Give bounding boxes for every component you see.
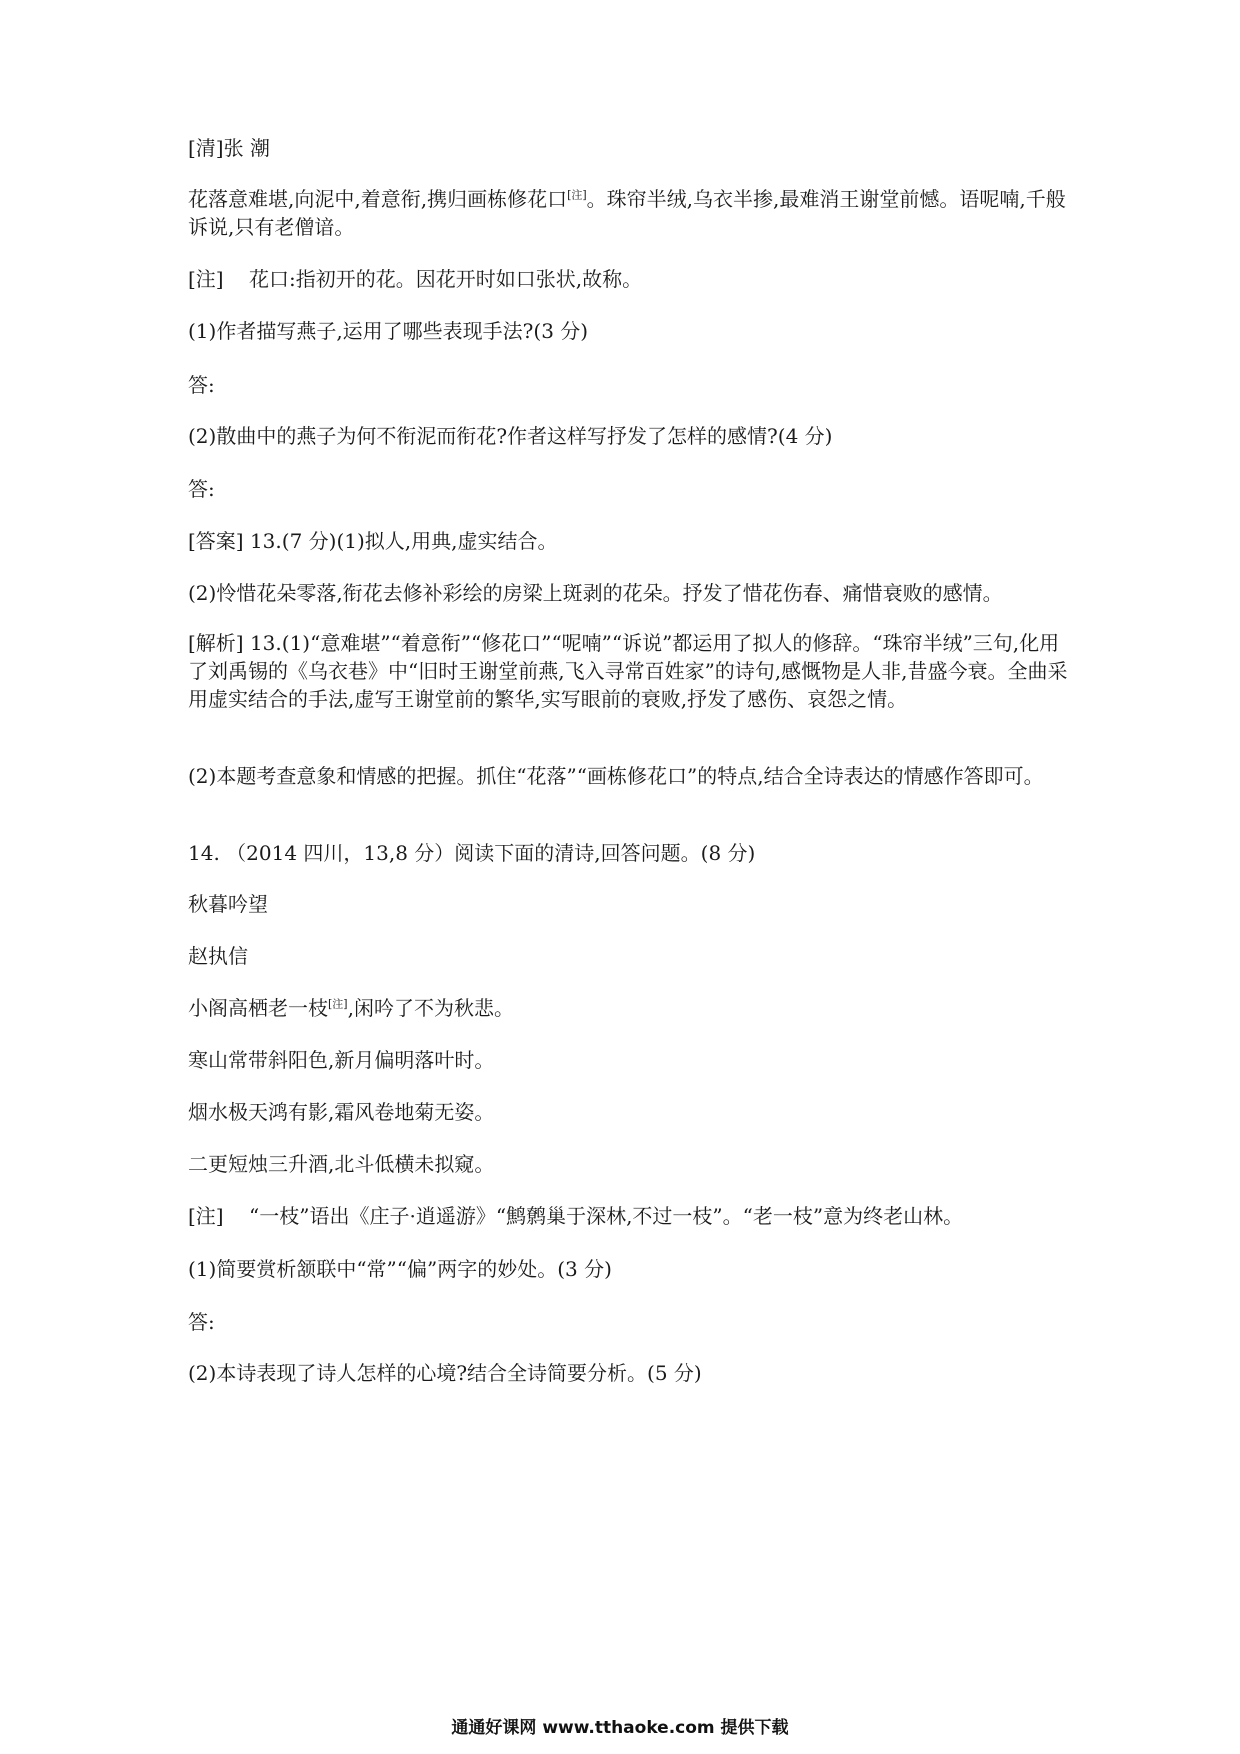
q14-poem-author: 赵执信 bbox=[188, 944, 248, 968]
q14-note-label: [注] bbox=[188, 1204, 224, 1228]
q13-question-2: (2)散曲中的燕子为何不衔泥而衔花?作者这样写抒发了怎样的感情?(4 分) bbox=[188, 424, 833, 448]
footer-watermark: 通通好课网 www.tthaoke.com 提供下载 bbox=[451, 1718, 789, 1738]
poem1-text bbox=[188, 185, 1068, 241]
q14-note-marker: [注] bbox=[328, 997, 348, 1011]
q13-answer-blank-1: 答: bbox=[188, 373, 215, 397]
q14-poem-line-1 bbox=[188, 993, 1068, 1023]
q13-analysis-2: (2)本题考查意象和情感的把握。抓住“花落”“画栋修花口”的特点,结合全诗表达的情感作答即可。 bbox=[188, 764, 1044, 788]
q14-header: 14. （2014 四川，13,8 分）阅读下面的清诗,回答问题。(8 分) bbox=[188, 841, 756, 865]
q14-poem-title: 秋暮吟望 bbox=[188, 892, 268, 916]
q14-question-2: (2)本诗表现了诗人怎样的心境?结合全诗简要分析。(5 分) bbox=[188, 1361, 702, 1385]
q13-answer-1: [答案] 13.(7 分)(1)拟人,用典,虚实结合。 bbox=[188, 529, 558, 553]
poem1-note bbox=[188, 264, 1068, 294]
q14-line1-part1: 小阁高栖老一枝 bbox=[188, 996, 328, 1020]
q14-line1-part2: ,闲吟了不为秋悲。 bbox=[347, 996, 514, 1020]
q14-answer-blank-1: 答: bbox=[188, 1310, 215, 1334]
q13-analysis-1: [解析] 13.(1)“意难堪”“着意衔”“修花口”“呢喃”“诉说”都运用了拟人的修辞。“珠帘半绒”三句,化用了刘禹锡的《乌衣巷》中“旧时王谢堂前燕,飞入寻常百姓家”的诗句,感慨物是人非,昔盛今衰。全曲采用虚实结合的手法,虚写王谢堂前的繁华,实写眼前的衰败,抒发了感伤、哀怨之情。 bbox=[188, 631, 1068, 711]
poem1-author-line: [清]张 潮 bbox=[188, 136, 270, 160]
document-page bbox=[188, 0, 1068, 1754]
q14-note bbox=[188, 1201, 1068, 1231]
q14-poem-line-3: 烟水极天鸿有影,霜风卷地菊无姿。 bbox=[188, 1100, 495, 1124]
poem1-text-part1: 花落意难堪,向泥中,着意衔,携归画栋修花口 bbox=[188, 187, 568, 211]
q13-answer-blank-2: 答: bbox=[188, 477, 215, 501]
q13-answer-2: (2)怜惜花朵零落,衔花去修补彩绘的房梁上斑剥的花朵。抒发了惜花伤春、痛惜衰败的感情。 bbox=[188, 581, 1003, 605]
poem1-text-part2: 。珠帘半绒,乌衣半掺,最难消王谢堂前憾。语呢喃,千般诉说,只有老僧谙。 bbox=[188, 187, 1066, 239]
poem1-note-label: [注] bbox=[188, 267, 224, 291]
q14-question-1: (1)简要赏析颔联中“常”“偏”两字的妙处。(3 分) bbox=[188, 1257, 612, 1281]
q14-poem-line-4: 二更短烛三升酒,北斗低横未拟窥。 bbox=[188, 1152, 495, 1176]
q14-note-text: “一枝”语出《庄子·逍遥游》“鹪鹩巢于深林,不过一枝”。“老一枝”意为终老山林。 bbox=[249, 1204, 964, 1228]
q13-question-1: (1)作者描写燕子,运用了哪些表现手法?(3 分) bbox=[188, 319, 589, 343]
poem1-note-marker: [注] bbox=[567, 188, 587, 202]
q14-poem-line-2: 寒山常带斜阳色,新月偏明落叶时。 bbox=[188, 1048, 495, 1072]
poem1-note-text: 花口:指初开的花。因花开时如口张状,故称。 bbox=[249, 267, 643, 291]
